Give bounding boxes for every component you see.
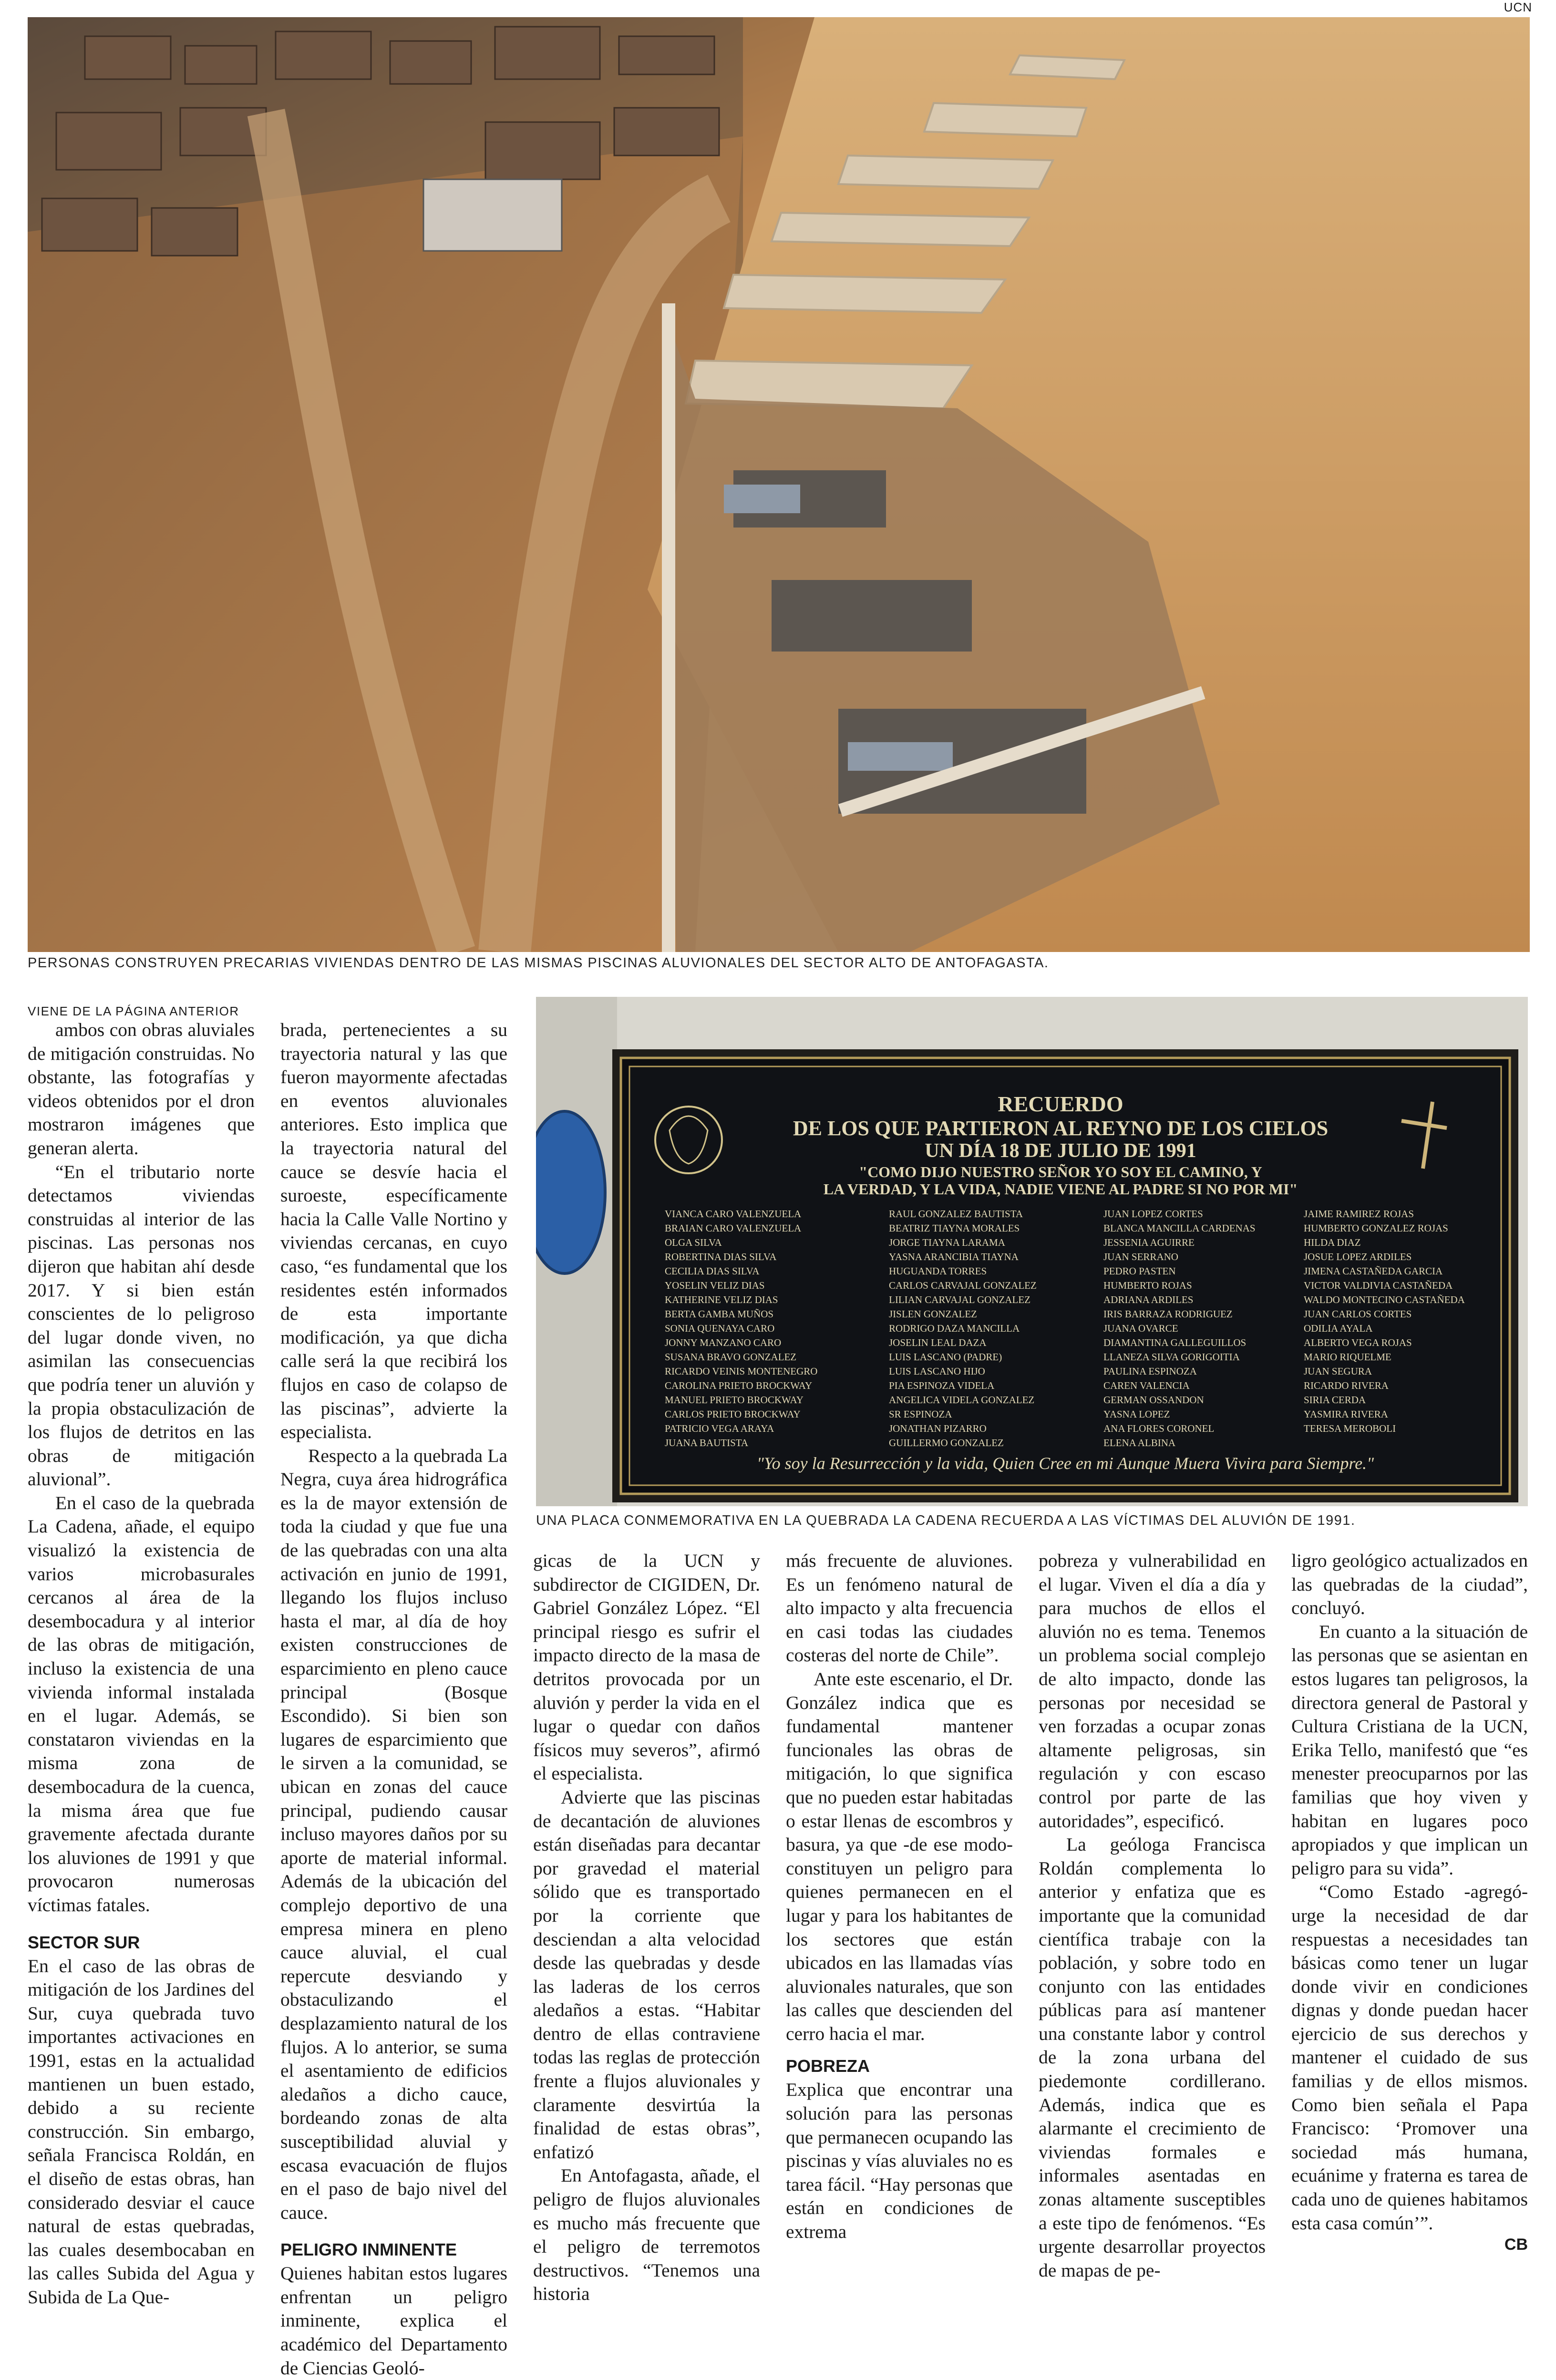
article-column-6 <box>1291 1549 1528 2254</box>
paragraph: Advierte que las piscinas de decantación de aluviones están diseñadas para decantar por gravedad el material sólido que es transportado por la corriente que desciendan a alta velocidad desde las quebradas y desde las laderas de los cerros aledaños a estas. “Habitar dentro de ellas contraviene todas las reglas de protección frente a flujos aluvionales y claramente desvirtúa la finalidad de estas obras”, enfatizó <box>533 1786 760 2163</box>
plaque-name: PIA ESPINOZA VIDELA <box>889 1380 995 1391</box>
continued-from-label: VIENE DE LA PÁGINA ANTERIOR <box>28 1004 239 1018</box>
plaque-name: CECILIA DIAS SILVA <box>665 1265 760 1277</box>
paragraph: Explica que encontrar una solución para las personas que permanecen ocupando las piscinas y vías aluviales no es tarea fácil. “Hay personas que están en condiciones de extrema <box>786 2079 1013 2243</box>
plaque-name: YASMIRA RIVERA <box>1304 1408 1388 1420</box>
plaque-name: YOSELIN VELIZ DIAS <box>665 1280 765 1291</box>
paragraph: ambos con obras aluviales de mitigación construidas. No obstante, las fotografías y videos obtenidos por el dron mostraron imágenes que generan alerta. <box>28 1019 255 1159</box>
plaque-name: PATRICIO VEGA ARAYA <box>665 1423 774 1434</box>
plaque-name: GERMAN OSSANDON <box>1103 1394 1204 1406</box>
plaque-name: PEDRO PASTEN <box>1103 1265 1176 1277</box>
plaque-name: HILDA DIAZ <box>1304 1237 1361 1248</box>
plaque-name: VICTOR VALDIVIA CASTAÑEDA <box>1304 1280 1453 1291</box>
plaque-photo <box>536 997 1528 1506</box>
article-column-2 <box>280 1018 507 2380</box>
plaque-name: ODILIA AYALA <box>1304 1323 1373 1334</box>
paragraph: gicas de la UCN y subdirector de CIGIDEN, Dr. Gabriel González López. “El principal riesgo es sufrir el impacto directo de la masa de detritos provocada por un aluvión y perder la vida en el lugar o quedar con daños físicos muy severos”, afirmó el especialista. <box>533 1550 760 1784</box>
paragraph: Respecto a la quebrada La Negra, cuya área hidrográfica es la de mayor extensión de toda la ciudad y que fue una de las quebradas con una alta activación en junio de 1991, llegando los flujos incluso hasta el mar, al día de hoy existen construcciones de esparcimiento en pleno cauce principal (Bosque Escondido). Si bien son lugares de esparcimiento que le sirven a la comunidad, se ubican en zonas del cauce principal, pudiendo causar incluso mayores daños por su aporte de material informal. Además de la ubicación del complejo deportivo de una empresa minera en pleno cauce aluvial, el cual repercute desviando y obstaculizando el desplazamiento natural de los flujos. A lo anterior, se suma el asentamiento de edificios aledaños a dicho cauce, bordeando zonas de alta susceptibilidad aluvial y escasa evacuación de flujos en el paso de bajo nivel del cauce. <box>280 1445 507 2223</box>
paragraph: En cuanto a la situación de las personas que se asientan en estos lugares tan peligrosos, la directora general de Pastoral y Cultura Cristiana de la UCN, Erika Tello, manifestó que “es menester preocuparnos por las familias que hoy viven y habitan en lugares poco apropiados y que implican un peligro para su vida”. <box>1291 1621 1528 1879</box>
plaque-name: RICARDO RIVERA <box>1304 1380 1389 1391</box>
paragraph: ligro geológico actualizados en las quebradas de la ciudad”, concluyó. <box>1291 1550 1528 1619</box>
plaque-name: ROBERTINA DIAS SILVA <box>665 1251 777 1262</box>
plaque-name: JOSELIN LEAL DAZA <box>889 1337 987 1348</box>
plaque-name: ELENA ALBINA <box>1103 1437 1176 1449</box>
paragraph: más frecuente de aluviones. Es un fenómeno natural de alto impacto y alta frecuencia en casi todas las ciudades costeras del norte de Chile”. <box>786 1550 1013 1666</box>
memorial-plaque <box>536 997 1528 1506</box>
plaque-name: CARLOS CARVAJAL GONZALEZ <box>889 1280 1037 1291</box>
plaque-caption: UNA PLACA CONMEMORATIVA EN LA QUEBRADA LA CADENA RECUERDA A LAS VÍCTIMAS DEL ALUVIÓN DE 1991. <box>536 1513 1356 1528</box>
plaque-name: ADRIANA ARDILES <box>1103 1294 1194 1305</box>
paragraph: “En el tributario norte detectamos viviendas construidas al interior de las piscinas. Las personas nos dijeron que habitan ahí desde 2017. Y si bien están conscientes de lo peligroso del lugar donde viven, no asimilan las consecuencias que podría tener un aluvión y la propia obstaculización de los flujos de detritos en las obras de mitigación aluvional”. <box>28 1161 255 1490</box>
plaque-name: KATHERINE VELIZ DIAS <box>665 1294 778 1305</box>
plaque-name: SR ESPINOZA <box>889 1408 952 1420</box>
plaque-name: TERESA MEROBOLI <box>1304 1423 1396 1434</box>
plaque-name: ANGELICA VIDELA GONZALEZ <box>889 1394 1035 1406</box>
end-mark: CB <box>1504 2235 1528 2254</box>
article-column-3 <box>533 1549 760 2306</box>
plaque-name: JUANA BAUTISTA <box>665 1437 749 1449</box>
plaque-name: MARIO RIQUELME <box>1304 1351 1391 1363</box>
plaque-name: CAROLINA PRIETO BROCKWAY <box>665 1380 813 1391</box>
photo-caption: PERSONAS CONSTRUYEN PRECARIAS VIVIENDAS DENTRO DE LAS MISMAS PISCINAS ALUVIONALES DEL SECTOR ALTO DE ANTOFAGASTA. <box>28 955 1049 971</box>
plaque-name: JORGE TIAYNA LARAMA <box>889 1237 1005 1248</box>
paragraph: En Antofagasta, añade, el peligro de flujos aluvionales es mucho más frecuente que el peligro de terremotos destructivos. “Tenemos una historia <box>533 2165 760 2305</box>
plaque-quote-line1: "COMO DIJO NUESTRO SEÑOR YO SOY EL CAMINO, Y <box>859 1163 1262 1180</box>
plaque-name: JONNY MANZANO CARO <box>665 1337 782 1348</box>
paragraph: La geóloga Francisca Roldán complementa lo anterior y enfatiza que es importante que la comunidad científica trabaje con la población, y sobre todo en conjunto con las entidades públicas para así mantener una constante labor y control de la zona urbana del piedemonte cordillerano. Además, indica que es alarmante el crecimiento de viviendas formales e informales asentadas en zonas altamente susceptibles a este tipo de fenómenos. “Es urgente desarrollar proyectos de mapas de pe- <box>1039 1834 1266 2281</box>
plaque-name: LLANEZA SILVA GORIGOITIA <box>1103 1351 1240 1363</box>
paragraph: pobreza y vulnerabilidad en el lugar. Viven el día a día y para muchos de ellos el aluvión no es tema. Tenemos un problema social complejo de alto impacto, donde las personas por necesidad se ven forzadas a ocupar zonas altamente peligrosas, sin regulación y con escaso control por parte de las autoridades”, especificó. <box>1039 1550 1266 1832</box>
plaque-quote-line2: LA VERDAD, Y LA VIDA, NADIE VIENE AL PADRE SI NO POR MI" <box>823 1180 1298 1198</box>
subheading-pobreza: POBREZA <box>786 2056 870 2076</box>
plaque-name: CAREN VALENCIA <box>1103 1380 1190 1391</box>
plaque-name: JESSENIA AGUIRRE <box>1103 1237 1195 1248</box>
plaque-name: YASNA ARANCIBIA TIAYNA <box>889 1251 1019 1262</box>
plaque-name: JONATHAN PIZARRO <box>889 1423 987 1434</box>
plaque-name: BRAIAN CARO VALENZUELA <box>665 1222 802 1234</box>
plaque-name: YASNA LOPEZ <box>1103 1408 1170 1420</box>
plaque-name: ALBERTO VEGA ROJAS <box>1304 1337 1412 1348</box>
plaque-name: JISLEN GONZALEZ <box>889 1308 977 1320</box>
plaque-name: RAUL GONZALEZ BAUTISTA <box>889 1208 1023 1220</box>
paragraph: En el caso de la quebrada La Cadena, añade, el equipo visualizó la existencia de varios microbasurales cercanos al área de la desembocadura y al interior de las obras de mitigación, incluso la existencia de una vivienda informal instalada en el lugar. Además, se constataron viviendas en la misma zona de desembocadura de la cuenca, la misma área que fue gravemente afectada durante los aluviones de 1991 y que provocaron numerosas víctimas fatales. <box>28 1492 255 1915</box>
article-column-1 <box>28 1018 255 2309</box>
plaque-name: WALDO MONTECINO CASTAÑEDA <box>1304 1294 1465 1305</box>
plaque-name: ANA FLORES CORONEL <box>1103 1423 1215 1434</box>
plaque-name: BEATRIZ TIAYNA MORALES <box>889 1222 1020 1234</box>
subheading-sector-sur: SECTOR SUR <box>28 1932 140 1952</box>
plaque-name: SIRIA CERDA <box>1304 1394 1366 1406</box>
plaque-footer: "Yo soy la Resurrección y la vida, Quien Cree en mi Aunque Muera Vivira para Siempre." <box>756 1454 1374 1473</box>
plaque-name: HUGUANDA TORRES <box>889 1265 987 1277</box>
plaque-name: LUIS LASCANO HIJO <box>889 1366 985 1377</box>
paragraph: “Como Estado -agregó- urge la necesidad de dar respuestas a necesidades tan básicas como tener un lugar donde vivir en condiciones dignas y donde puedan hacer ejercicio de sus derechos y mantener el cuidado de sus familias y de ellos mismos. Como bien señala el Papa Francisco: ‘Promover una sociedad más humana, ecuánime y fraterna es tarea de cada uno de quienes habitamos esta casa común’”. <box>1291 1881 1528 2234</box>
plaque-name: LILIAN CARVAJAL GONZALEZ <box>889 1294 1030 1305</box>
plaque-name: JUAN SERRANO <box>1103 1251 1178 1262</box>
plaque-name: JUANA OVARCE <box>1103 1323 1178 1334</box>
plaque-name: DIAMANTINA GALLEGUILLOS <box>1103 1337 1247 1348</box>
plaque-name: PAULINA ESPINOZA <box>1103 1366 1197 1377</box>
subheading-peligro-inminente: PELIGRO INMINENTE <box>280 2240 457 2260</box>
plaque-name: BERTA GAMBA MUÑOS <box>665 1308 774 1320</box>
article-column-4 <box>786 1549 1013 2244</box>
main-photo <box>28 17 1530 952</box>
plaque-name: JOSUE LOPEZ ARDILES <box>1304 1251 1412 1262</box>
paragraph: brada, pertenecientes a su trayectoria natural y las que fueron mayormente afectadas en eventos aluvionales anteriores. Esto implica que la trayectoria natural del cauce se desvíe hacia el suroeste, específicamente hacia la Calle Valle Nortino y viviendas cercanas, en cuyo caso, “es fundamental que los residentes estén informados de esta importante modificación, ya que dicha calle será la que recibirá los flujos en caso de colapso de las piscinas”, advierte la especialista. <box>280 1019 507 1443</box>
plaque-name: CARLOS PRIETO BROCKWAY <box>665 1408 801 1420</box>
article-column-5 <box>1039 1549 1266 2282</box>
plaque-name: JUAN LOPEZ CORTES <box>1103 1208 1203 1220</box>
paragraph: Ante este escenario, el Dr. González indica que es fundamental mantener funcionales las obras de mitigación, lo que significa que no pueden estar habitadas o estar llenas de escombros y basura, ya que -de ese modo- constituyen un peligro para quienes permanecen en el lugar y para los habitantes de los sectores que están ubicados en las llamadas vías aluvionales naturales, que son las calles que descienden del cerro hacia el mar. <box>786 1668 1013 2044</box>
plaque-name: SONIA QUENAYA CARO <box>665 1323 775 1334</box>
plaque-name: SUSANA BRAVO GONZALEZ <box>665 1351 797 1363</box>
plaque-name: HUMBERTO GONZALEZ ROJAS <box>1304 1222 1448 1234</box>
plaque-name: JAIME RAMIREZ ROJAS <box>1304 1208 1414 1220</box>
plaque-name: MANUEL PRIETO BROCKWAY <box>665 1394 804 1406</box>
plaque-name: RICARDO VEINIS MONTENEGRO <box>665 1366 818 1377</box>
plaque-name: OLGA SILVA <box>665 1237 722 1248</box>
paragraph: Quienes habitan estos lugares enfrentan un peligro inminente, explica el académico del Departamento de Ciencias Geoló- <box>280 2263 507 2379</box>
plaque-name: JUAN SEGURA <box>1304 1366 1372 1377</box>
plaque-name: JUAN CARLOS CORTES <box>1304 1308 1412 1320</box>
plaque-title: RECUERDO <box>998 1092 1123 1116</box>
plaque-name: LUIS LASCANO (PADRE) <box>889 1351 1002 1363</box>
section-tag: UCN <box>1504 0 1532 14</box>
plaque-name: RODRIGO DAZA MANCILLA <box>889 1323 1020 1334</box>
paragraph: En el caso de las obras de mitigación de los Jardines del Sur, cuya quebrada tuvo importantes activaciones en 1991, estas en la actualidad mantienen un buen estado, debido a su reciente construcción. Sin embargo, señala Francisca Roldán, en el diseño de estas obras, han considerado desviar el cauce natural de estas quebradas, las cuales desembocaban en las calles Subida del Agua y Subida de La Que- <box>28 1955 255 2308</box>
plaque-name: HUMBERTO ROJAS <box>1103 1280 1192 1291</box>
plaque-name: VIANCA CARO VALENZUELA <box>665 1208 802 1220</box>
plaque-name: JIMENA CASTAÑEDA GARCIA <box>1304 1265 1443 1277</box>
plaque-subtitle: DE LOS QUE PARTIERON AL REYNO DE LOS CIELOS <box>793 1117 1329 1140</box>
aerial-photo-illustration <box>28 17 1530 952</box>
plaque-name: BLANCA MANCILLA CARDENAS <box>1103 1222 1256 1234</box>
plaque-name: IRIS BARRAZA RODRIGUEZ <box>1103 1308 1233 1320</box>
plaque-date: UN DÍA 18 DE JULIO DE 1991 <box>925 1140 1196 1162</box>
plaque-name: GUILLERMO GONZALEZ <box>889 1437 1004 1449</box>
